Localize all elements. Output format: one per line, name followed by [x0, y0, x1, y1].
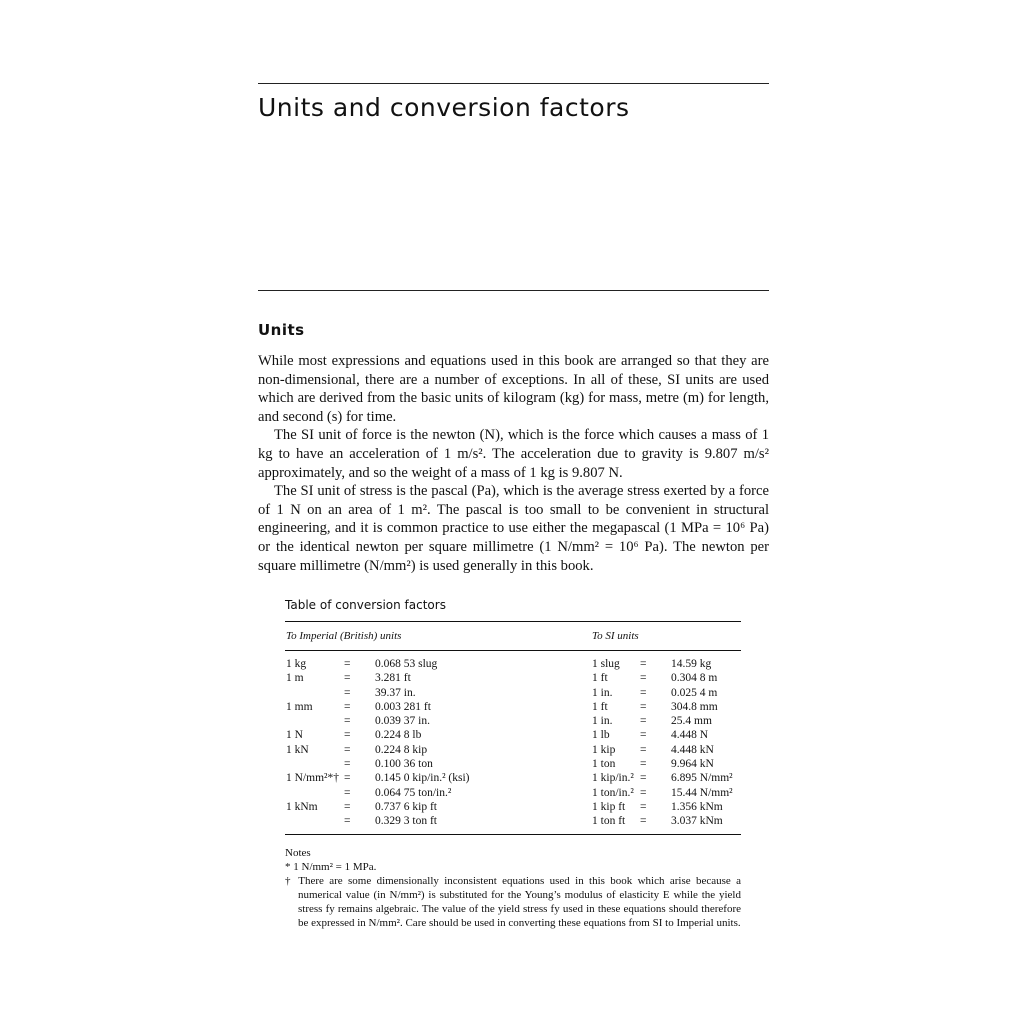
- table-cell-si-equals: =: [640, 686, 647, 699]
- table-cell-si-equals: =: [640, 715, 647, 728]
- table-row: [285, 800, 741, 814]
- body-text: [258, 352, 769, 575]
- table-row: [285, 671, 741, 685]
- table-cell-imperial-from: 1 N: [286, 729, 303, 742]
- table-cell-imperial-equals: =: [344, 786, 351, 799]
- table-cell-si-from: 1 ton: [592, 758, 616, 771]
- table-cell-imperial-equals: =: [344, 815, 351, 828]
- table-row: [285, 814, 741, 828]
- table-cell-si-from: 1 kip: [592, 743, 616, 756]
- notes-title: Notes: [285, 847, 311, 859]
- table-cell-si-from: 1 in.: [592, 686, 613, 699]
- table-header-si: To SI units: [592, 630, 639, 642]
- title-bottom-rule: [258, 290, 769, 291]
- table-row: [285, 714, 741, 728]
- table-header-rule: [285, 650, 741, 651]
- table-row: [285, 657, 741, 671]
- note-star: * 1 N/mm² = 1 MPa.: [285, 861, 377, 874]
- table-cell-imperial-value: 0.064 75 ton/in.²: [375, 786, 452, 799]
- table-cell-si-value: 9.964 kN: [671, 758, 714, 771]
- table-row: [285, 728, 741, 742]
- table-cell-si-from: 1 lb: [592, 729, 610, 742]
- table-cell-si-from: 1 ft: [592, 700, 608, 713]
- paragraph-3: The SI unit of stress is the pascal (Pa), which is the average stress exerted by a force of 1 N on an area of 1 m². The pascal is too small to be convenient in structural engineering, and it is common practice to use either the megapascal (1 MPa = 10⁶ Pa) or the identical newton per square millimetre (1 N/mm² = 10⁶ Pa). The newton per square millimetre (N/mm²) is used generally in this book.: [258, 483, 769, 574]
- section-heading: Units: [258, 321, 305, 339]
- table-cell-imperial-value: 0.329 3 ton ft: [375, 815, 437, 828]
- table-cell-imperial-from: 1 N/mm²*†: [286, 772, 339, 785]
- table-cell-imperial-value: 0.003 281 ft: [375, 700, 431, 713]
- table-row: [285, 700, 741, 714]
- table-cell-imperial-from: 1 kg: [286, 658, 307, 670]
- chapter-title: Units and conversion factors: [258, 93, 630, 122]
- table-cell-imperial-value: 0.039 37 in.: [375, 715, 430, 728]
- table-cell-imperial-from: 1 m: [286, 672, 304, 685]
- table-cell-imperial-equals: =: [344, 729, 351, 742]
- table-bottom-rule: [285, 834, 741, 835]
- table-cell-si-from: 1 ft: [592, 672, 608, 685]
- table-cell-si-equals: =: [640, 658, 647, 670]
- table-cell-imperial-value: 0.068 53 slug: [375, 658, 438, 670]
- notes: [285, 846, 741, 931]
- table-row: [285, 757, 741, 771]
- table-cell-imperial-equals: =: [344, 715, 351, 728]
- table-cell-si-value: 0.304 8 m: [671, 672, 718, 685]
- table-cell-si-equals: =: [640, 772, 647, 785]
- table-cell-si-equals: =: [640, 729, 647, 742]
- table-cell-imperial-value: 0.737 6 kip ft: [375, 800, 437, 813]
- table-cell-si-value: 304.8 mm: [671, 700, 718, 713]
- table-top-rule: [285, 621, 741, 622]
- title-top-rule: [258, 83, 769, 84]
- table-cell-si-equals: =: [640, 672, 647, 685]
- table-cell-si-from: 1 in.: [592, 715, 613, 728]
- note-dagger: † There are some dimensionally inconsistent equations used in this book which arise because a numerical value (in N/mm²) is substituted for the Young’s modulus of elasticity E while the yield stress fy remains algebraic. The value of the yield stress fy used in these equations should therefore be expressed in N/mm². Care should be used in converting these equations from SI to Imperial units.: [285, 875, 741, 930]
- table-header-imperial: To Imperial (British) units: [286, 630, 402, 642]
- paragraph-1: While most expressions and equations used in this book are arranged so that they are non-dimensional, there are a number of exceptions. In all of these, SI units are used which are derived from the basic units of kilogram (kg) for mass, metre (m) for length, and second (s) for time.: [258, 353, 769, 425]
- table-cell-si-from: 1 slug: [592, 658, 620, 670]
- table-cell-si-from: 1 ton/in.²: [592, 786, 634, 799]
- table-cell-si-value: 25.4 mm: [671, 715, 712, 728]
- table-cell-si-equals: =: [640, 786, 647, 799]
- table-cell-si-equals: =: [640, 800, 647, 813]
- table-row: [285, 686, 741, 700]
- table-cell-si-equals: =: [640, 700, 647, 713]
- table-cell-si-value: 4.448 kN: [671, 743, 714, 756]
- table-cell-imperial-equals: =: [344, 658, 351, 670]
- table-cell-si-value: 3.037 kNm: [671, 815, 723, 828]
- table-cell-imperial-value: 39.37 in.: [375, 686, 416, 699]
- table-cell-si-equals: =: [640, 758, 647, 771]
- table-row: [285, 743, 741, 757]
- table-cell-si-equals: =: [640, 815, 647, 828]
- table-cell-imperial-equals: =: [344, 700, 351, 713]
- table-cell-si-value: 15.44 N/mm²: [671, 786, 733, 799]
- conversion-table-body: [285, 657, 741, 829]
- table-cell-imperial-equals: =: [344, 686, 351, 699]
- table-cell-si-value: 1.356 kNm: [671, 800, 723, 813]
- table-cell-imperial-equals: =: [344, 743, 351, 756]
- table-cell-imperial-equals: =: [344, 800, 351, 813]
- table-cell-si-value: 4.448 N: [671, 729, 709, 742]
- table-cell-imperial-equals: =: [344, 772, 351, 785]
- table-row: [285, 786, 741, 800]
- table-cell-si-value: 6.895 N/mm²: [671, 772, 733, 785]
- table-cell-imperial-value: 0.145 0 kip/in.² (ksi): [375, 772, 470, 785]
- table-cell-si-value: 0.025 4 m: [671, 686, 718, 699]
- table-cell-imperial-equals: =: [344, 758, 351, 771]
- table-cell-imperial-value: 0.100 36 ton: [375, 758, 433, 771]
- table-cell-imperial-equals: =: [344, 672, 351, 685]
- paragraph-2: The SI unit of force is the newton (N), which is the force which causes a mass of 1 kg to have an acceleration of 1 m/s². The acceleration due to gravity is 9.807 m/s² approximately, and so the weight of a mass of 1 kg is 9.807 N.: [258, 427, 769, 481]
- table-cell-si-from: 1 kip ft: [592, 800, 626, 813]
- table-cell-si-value: 14.59 kg: [671, 658, 712, 670]
- table-row: [285, 771, 741, 785]
- table-cell-si-from: 1 kip/in.²: [592, 772, 634, 785]
- table-cell-si-from: 1 ton ft: [592, 815, 626, 828]
- table-cell-imperial-value: 0.224 8 lb: [375, 729, 422, 742]
- table-caption: Table of conversion factors: [285, 598, 446, 612]
- table-cell-imperial-from: 1 mm: [286, 700, 313, 713]
- table-cell-imperial-value: 3.281 ft: [375, 672, 411, 685]
- table-cell-si-equals: =: [640, 743, 647, 756]
- table-cell-imperial-value: 0.224 8 kip: [375, 743, 428, 756]
- table-cell-imperial-from: 1 kNm: [286, 800, 318, 813]
- table-cell-imperial-from: 1 kN: [286, 743, 309, 756]
